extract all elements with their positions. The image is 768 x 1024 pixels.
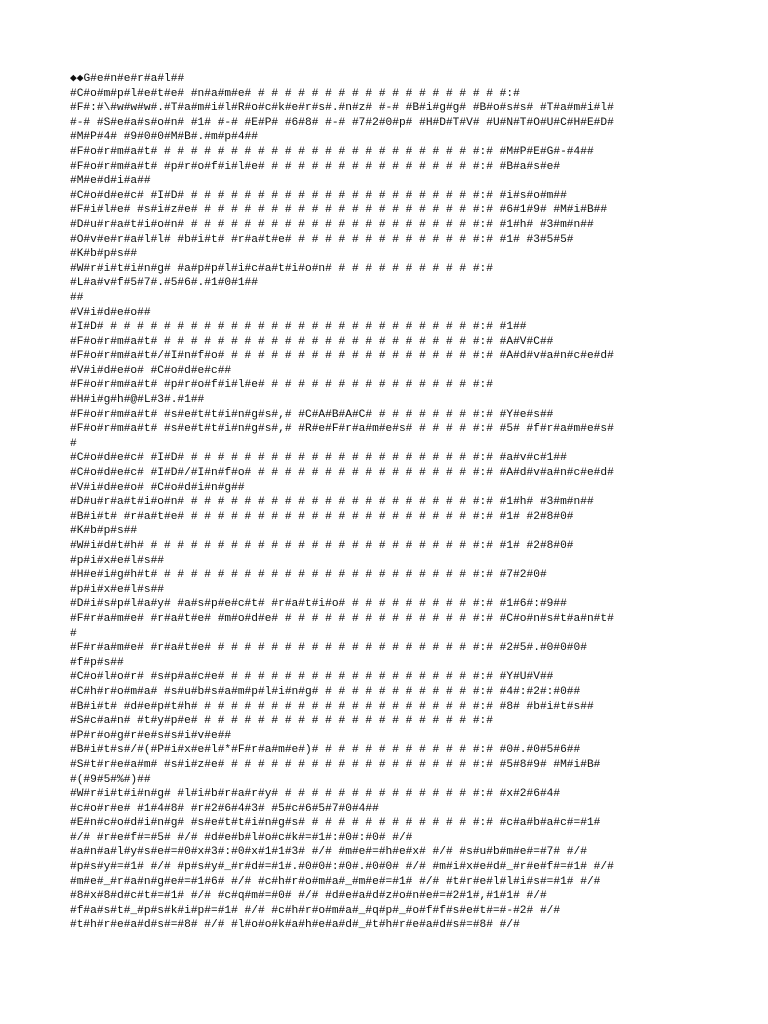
text-line: #F#:#\#w#w#w#.#T#a#m#i#l#R#o#c#k#e#r#s#.#n#z# #-# #B#i#g#g# #B#o#s#s# #T#a#m#i#l# <box>70 102 614 115</box>
text-line: # <box>70 627 77 640</box>
text-line: #K#b#p#s## <box>70 248 138 261</box>
text-line: #D#i#s#p#l#a#y# #a#s#p#e#c#t# #r#a#t#i#o# # # # # # # # # # #:# #1#6#:#9## <box>70 598 567 611</box>
text-line: #B#i#t# #r#a#t#e# # # # # # # # # # # # # # # # # # # # # # #:# #1# #2#8#0# <box>70 510 574 523</box>
text-line: ## <box>70 291 84 304</box>
text-line: #C#o#l#o#r# #s#p#a#c#e# # # # # # # # # # # # # # # # # # # #:# #Y#U#V## <box>70 671 554 684</box>
text-line: #F#r#a#m#e# #r#a#t#e# # # # # # # # # # # # # # # # # # # # #:# #2#5#.#0#0#0# <box>70 642 587 655</box>
text-line: #p#s#y#=#1# #/# #p#s#y#_#r#d#=#1#.#0#0#:#0#.#0#0# #/# #m#i#x#e#d#_#r#e#f#=#1# #/# <box>70 861 614 874</box>
text-line: #D#u#r#a#t#i#o#n# # # # # # # # # # # # # # # # # # # # # # #:# #1#h# #3#m#n## <box>70 218 594 231</box>
text-line: #B#i#t#s#/#(#P#i#x#e#l#*#F#r#a#m#e#)# # # # # # # # # # # # #:# #0#.#0#5#6## <box>70 744 581 757</box>
text-line: #I#D# # # # # # # # # # # # # # # # # # # # # # # # # # # # #:# #1## <box>70 321 527 334</box>
text-line: #S#c#a#n# #t#y#p#e# # # # # # # # # # # # # # # # # # # # # #:# <box>70 715 493 728</box>
text-line: #F#o#r#m#a#t# # # # # # # # # # # # # # # # # # # # # # # # #:# #A#V#C## <box>70 335 554 348</box>
text-line: #M#e#d#i#a## <box>70 175 151 188</box>
text-line: #W#r#i#t#i#n#g# #a#p#p#l#i#c#a#t#i#o#n# # # # # # # # # # # #:# <box>70 262 493 275</box>
text-line: #F#i#l#e# #s#i#z#e# # # # # # # # # # # # # # # # # # # # # #:# #6#1#9# #M#i#B## <box>70 204 608 217</box>
text-line: #W#r#i#t#i#n#g# #l#i#b#r#a#r#y# # # # # # # # # # # # # # # #:# #x#2#6#4# <box>70 788 561 801</box>
text-line: #f#a#s#t#_#p#s#k#i#p#=#1# #/# #c#h#r#o#m#a#_#q#p#_#o#f#f#s#e#t#=#-#2# #/# <box>70 904 561 917</box>
text-line: #M#P#4# #9#0#0#M#B#.#m#p#4## <box>70 131 258 144</box>
text-line: #C#o#m#p#l#e#t#e# #n#a#m#e# # # # # # # # # # # # # # # # # # # #:# <box>70 87 520 100</box>
text-line: #m#e#_#r#a#n#g#e#=#1#6# #/# #c#h#r#o#m#a#_#m#e#=#1# #/# #t#r#e#l#l#i#s#=#1# #/# <box>70 875 601 888</box>
text-line: #V#i#d#e#o# #C#o#d#e#c## <box>70 364 232 377</box>
text-line: #F#o#r#m#a#t# #p#r#o#f#i#l#e# # # # # # # # # # # # # # # # #:# <box>70 379 493 392</box>
text-line: #t#h#r#e#a#d#s#=#8# #/# #l#o#o#k#a#h#e#a#d#_#t#h#r#e#a#d#s#=#8# #/# <box>70 919 520 932</box>
text-line: #E#n#c#o#d#i#n#g# #s#e#t#t#i#n#g#s# # # # # # # # # # # # # #:# #c#a#b#a#c#=#1# <box>70 817 601 830</box>
text-line: #V#i#d#e#o## <box>70 306 151 319</box>
text-line: #C#o#d#e#c# #I#D# # # # # # # # # # # # # # # # # # # # # # #:# #i#s#o#m## <box>70 189 567 202</box>
text-line: #L#a#v#f#5#7#.#5#6#.#1#0#1## <box>70 277 258 290</box>
text-line: #F#o#r#m#a#t#/#I#n#f#o# # # # # # # # # # # # # # # # # # # #:# #A#d#v#a#n#c#e#d# <box>70 350 614 363</box>
text-line: #K#b#p#s## <box>70 525 138 538</box>
text-line: #D#u#r#a#t#i#o#n# # # # # # # # # # # # # # # # # # # # # # #:# #1#h# #3#m#n## <box>70 496 594 509</box>
text-line: #a#n#a#l#y#s#e#=#0#x#3#:#0#x#1#1#3# #/# #m#e#=#h#e#x# #/# #s#u#b#m#e#=#7# #/# <box>70 846 587 859</box>
text-line: #W#i#d#t#h# # # # # # # # # # # # # # # # # # # # # # # # # #:# #1# #2#8#0# <box>70 540 574 552</box>
text-line: #C#o#d#e#c# #I#D#/#I#n#f#o# # # # # # # # # # # # # # # # # #:# #A#d#v#a#n#c#e#d# <box>70 467 614 480</box>
text-line: #/# #r#e#f#=#5# #/# #d#e#b#l#o#c#k#=#1#:#0#:#0# #/# <box>70 831 413 844</box>
text-line: #F#o#r#m#a#t# #s#e#t#t#i#n#g#s#,# #C#A#B#A#C# # # # # # # # #:# #Y#e#s## <box>70 408 554 421</box>
text-line: # <box>70 437 77 450</box>
text-line: #C#o#d#e#c# #I#D# # # # # # # # # # # # # # # # # # # # # # #:# #a#v#c#1## <box>70 452 567 465</box>
text-line: #V#i#d#e#o# #C#o#d#i#n#g## <box>70 481 245 494</box>
text-line: #P#r#o#g#r#e#s#s#i#v#e## <box>70 729 232 742</box>
text-line: #B#i#t# #d#e#p#t#h# # # # # # # # # # # # # # # # # # # # # #:# #8# #b#i#t#s## <box>70 700 594 713</box>
text-line: #F#o#r#m#a#t# #s#e#t#t#i#n#g#s#,# #R#e#F#r#a#m#e#s# # # # # #:# #5# #f#r#a#m#e#s# <box>70 423 614 436</box>
text-line: #p#i#x#e#l#s## <box>70 554 164 567</box>
text-line: #-# #S#e#a#s#o#n# #1# #-# #E#P# #6#8# #-# #7#2#0#p# #H#D#T#V# #U#N#T#O#U#C#H#E#D# <box>70 116 614 129</box>
text-line: #H#i#g#h#@#L#3#.#1## <box>70 394 205 407</box>
text-line: #(#9#5#%#)## <box>70 773 151 786</box>
text-line: #C#h#r#o#m#a# #s#u#b#s#a#m#p#l#i#n#g# # # # # # # # # # # # #:# #4#:#2#:#0## <box>70 685 581 698</box>
text-line: #O#v#e#r#a#l#l# #b#i#t# #r#a#t#e# # # # # # # # # # # # # # #:# #1# #3#5#5# <box>70 233 574 246</box>
text-line: #p#i#x#e#l#s## <box>70 583 164 596</box>
text-line: ◆◆G#e#n#e#r#a#l## <box>70 73 185 85</box>
text-line: #f#p#s## <box>70 656 124 669</box>
text-line: #8#x#8#d#c#t#=#1# #/# #c#q#m#=#0# #/# #d#e#a#d#z#o#n#e#=#2#1#,#1#1# #/# <box>70 890 547 903</box>
text-line: #F#r#a#m#e# #r#a#t#e# #m#o#d#e# # # # # # # # # # # # # # # #:# #C#o#n#s#t#a#n#t# <box>70 612 614 625</box>
text-line: #F#o#r#m#a#t# #p#r#o#f#i#l#e# # # # # # # # # # # # # # # # #:# #B#a#s#e# <box>70 160 561 173</box>
text-line: #F#o#r#m#a#t# # # # # # # # # # # # # # # # # # # # # # # # #:# #M#P#E#G#-#4## <box>70 145 594 158</box>
text-line: #S#t#r#e#a#m# #s#i#z#e# # # # # # # # # # # # # # # # # # # #:# #5#8#9# #M#i#B# <box>70 758 601 771</box>
text-line: #c#o#r#e# #1#4#8# #r#2#6#4#3# #5#c#6#5#7#0#4## <box>70 802 379 815</box>
text-line: #H#e#i#g#h#t# # # # # # # # # # # # # # # # # # # # # # # # #:# #7#2#0# <box>70 569 547 582</box>
